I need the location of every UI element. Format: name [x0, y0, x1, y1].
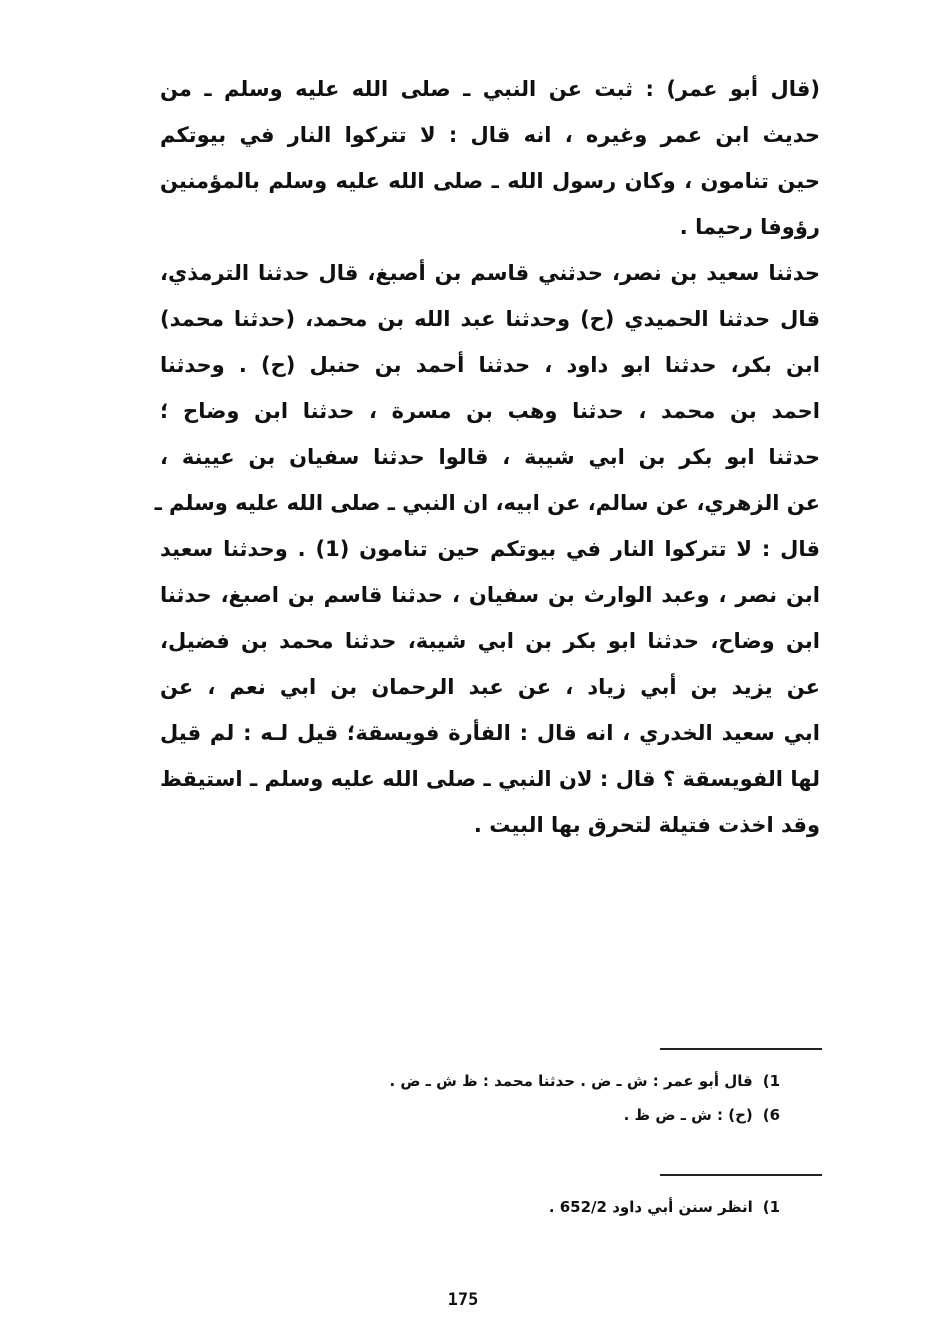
footnote-marker: 6): [762, 1106, 780, 1124]
footnote: [270, 1064, 780, 1098]
text-line: عن يزيد بن أبي زياد ، عن عبد الرحمان بن ابي نعم ، عن: [160, 675, 820, 699]
footnote-separator: [660, 1174, 822, 1176]
footnote-text: (ح) : ش ـ ض ظ .: [623, 1106, 753, 1124]
text-line: رؤوفا رحيما .: [679, 215, 820, 239]
footnote: [270, 1190, 780, 1224]
footnote: [270, 1098, 780, 1132]
footnote-separator: [660, 1048, 822, 1050]
text-line: حدثنا ابو بكر بن ابي شيبة ، قالوا حدثنا سفيان بن عيينة ،: [160, 445, 820, 469]
text-line: لها الفويسقة ؟ قال : لان النبي ـ صلى الله عليه وسلم ـ استيقظ: [160, 767, 820, 791]
text-line: ابن نصر ، وعبد الوارث بن سفيان ، حدثنا قاسم بن اصبغ، حدثنا: [160, 583, 820, 607]
paragraph-1: [160, 66, 820, 250]
footnote-marker: 1): [762, 1198, 780, 1216]
footnote-text: انظر سنن أبي داود 652/2 .: [548, 1198, 753, 1216]
text-line: قال حدثنا الحميدي (ح) وحدثنا عبد الله بن محمد، (حدثنا محمد): [160, 307, 820, 331]
reference-footnotes: [270, 1190, 780, 1224]
text-line: عن الزهري، عن سالم، عن ابيه، ان النبي ـ صلى الله عليه وسلم ـ: [154, 491, 820, 515]
text-line: حدثنا سعيد بن نصر، حدثني قاسم بن أصبغ، قال حدثنا الترمذي،: [160, 261, 820, 285]
text-line: حديث ابن عمر وغيره ، انه قال : لا تتركوا النار في بيوتكم: [160, 123, 820, 147]
text-line: احمد بن محمد ، حدثنا وهب بن مسرة ، حدثنا ابن وضاح ؛: [160, 399, 820, 423]
text-line: ابن بكر، حدثنا ابو داود ، حدثنا أحمد بن حنبل (ح) . وحدثنا: [160, 353, 820, 377]
text-line: وقد اخذت فتيلة لتحرق بها البيت .: [473, 813, 820, 837]
text-line: حين تنامون ، وكان رسول الله ـ صلى الله عليه وسلم بالمؤمنين: [160, 169, 820, 193]
page-number: 175: [447, 1290, 479, 1310]
variant-footnotes: [270, 1064, 780, 1132]
footnote-text: قال أبو عمر : ش ـ ض . حدثنا محمد : ظ ش ـ ض .: [389, 1072, 753, 1090]
text-line: قال : لا تتركوا النار في بيوتكم حين تنامون (1) . وحدثنا سعيد: [160, 537, 820, 561]
text-line: (قال أبو عمر) : ثبت عن النبي ـ صلى الله عليه وسلم ـ من: [160, 77, 820, 101]
text-line: ابي سعيد الخدري ، انه قال : الفأرة فويسقة؛ قيل لـه : لم قيل: [160, 721, 820, 745]
paragraph-2: [154, 250, 820, 848]
footnote-marker: 1): [762, 1072, 780, 1090]
text-line: ابن وضاح، حدثنا ابو بكر بن ابي شيبة، حدثنا محمد بن فضيل،: [160, 629, 820, 653]
